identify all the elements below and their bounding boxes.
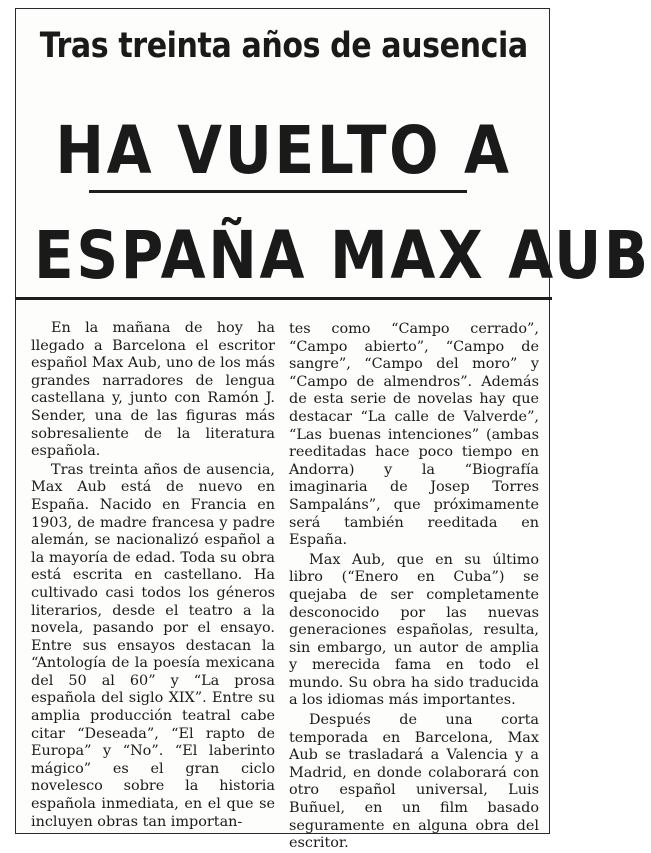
paragraph: Tras treinta años de ausencia, Max Aub está de nuevo en España. Nacido en Francia en 1903, de madre francesa y padre alemán, se nacionalizó español a la mayoría de edad. Toda su obra está escrita en castellano. Ha cultivado casi todos los géneros literarios, desde el teatro a la novela, pasando por el ensayo. Entre sus ensayos destacan la “Antología de la poesía mexicana del 50 al 60” y “La prosa española del siglo XIX”. Entre su amplia producción teatral cabe citar “Deseada”, “El rapto de Europa” y “No”. “El laberinto mágico” es el gran ciclo novelesco sobre la historia española inmediata, en el que se incluyen obras tan importan-: [31, 461, 275, 830]
headline-divider: [89, 190, 467, 193]
paragraph: Max Aub, que en su último libro (“Enero en Cuba”) se quejaba de ser completamente desconocido por las nuevas generaciones españolas, resulta, sin embargo, un autor de amplia y merecida fama en todo el mundo. Su obra ha sido traducida a los idiomas más importantes.: [289, 551, 539, 709]
body-divider: [15, 297, 552, 300]
main-headline-line-2: ESPAÑA MAX AUB: [34, 217, 651, 294]
paragraph: En la mañana de hoy ha llegado a Barcelona el escritor español Max Aub, uno de los más grandes narradores de lengua castellana y, junto con Ramón J. Sender, una de las figuras más sobresaliente de la literatura española.: [31, 320, 275, 460]
main-headline-line-1: HA VUELTO A: [55, 112, 512, 189]
article-column-right: [289, 321, 539, 853]
paragraph-continued: tes como “Campo cerrado”, “Campo abierto”, “Campo de sangre”, “Campo del moro” y “Campo de almendros”. Además de esta serie de novelas hay que destacar “La calle de Valverde”, “Las buenas intenciones” (ambas reeditadas hace poco tiempo en Andorra) y la “Biografía imaginaria de Josep Torres Sampaláns”, que próximamente será también reeditada en España.: [289, 321, 539, 549]
article-column-left: [31, 320, 275, 831]
kicker-headline: Tras treinta años de ausencia: [39, 26, 528, 66]
paragraph: Después de una corta temporada en Barcelona, Max Aub se trasladará a Valencia y a Madrid, en donde colaborará con otro español universal, Luis Buñuel, en un film basado seguramente en alguna obra del escritor.: [289, 712, 539, 852]
